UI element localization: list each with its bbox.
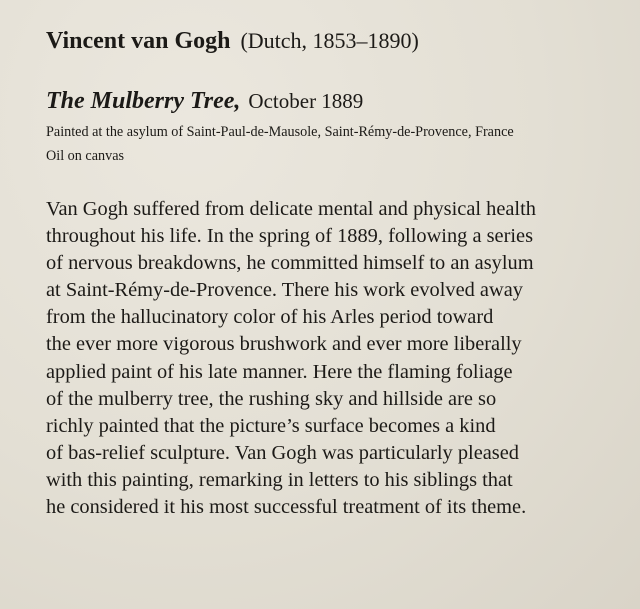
artist-line	[46, 26, 626, 56]
description-line: throughout his life. In the spring of 1889, following a series	[46, 225, 534, 248]
description-line: of the mulberry tree, the rushing sky and hillside are so	[46, 387, 497, 410]
artwork-date: October 1889	[248, 89, 364, 113]
description-line: applied paint of his late manner. Here the flaming foliage	[46, 360, 513, 383]
artist-name: Vincent van Gogh	[46, 28, 231, 54]
artwork-title: The Mulberry Tree,	[46, 88, 241, 114]
artwork-title-line	[46, 86, 626, 116]
artwork-description	[46, 196, 626, 521]
description-line: of nervous breakdowns, he committed himself to an asylum	[46, 252, 534, 275]
description-line: richly painted that the picture’s surface becomes a kind	[46, 414, 496, 437]
artwork-location: Painted at the asylum of Saint-Paul-de-Mausole, Saint-Rémy-de-Provence, France	[46, 124, 514, 140]
artist-nationality-dates: (Dutch, 1853–1890)	[240, 28, 419, 53]
description-line: with this painting, remarking in letters to his siblings that	[46, 468, 513, 491]
description-line: from the hallucinatory color of his Arles period toward	[46, 306, 494, 329]
description-line: the ever more vigorous brushwork and ever more liberally	[46, 333, 522, 356]
description-line: Van Gogh suffered from delicate mental and physical health	[46, 198, 536, 220]
description-line: at Saint-Rémy-de-Provence. There his work evolved away	[46, 279, 523, 302]
description-line: he considered it his most successful treatment of its theme.	[46, 496, 527, 519]
description-line: of bas-relief sculpture. Van Gogh was particularly pleased	[46, 441, 519, 464]
museum-wall-label	[46, 26, 626, 521]
artwork-medium: Oil on canvas	[46, 148, 125, 164]
